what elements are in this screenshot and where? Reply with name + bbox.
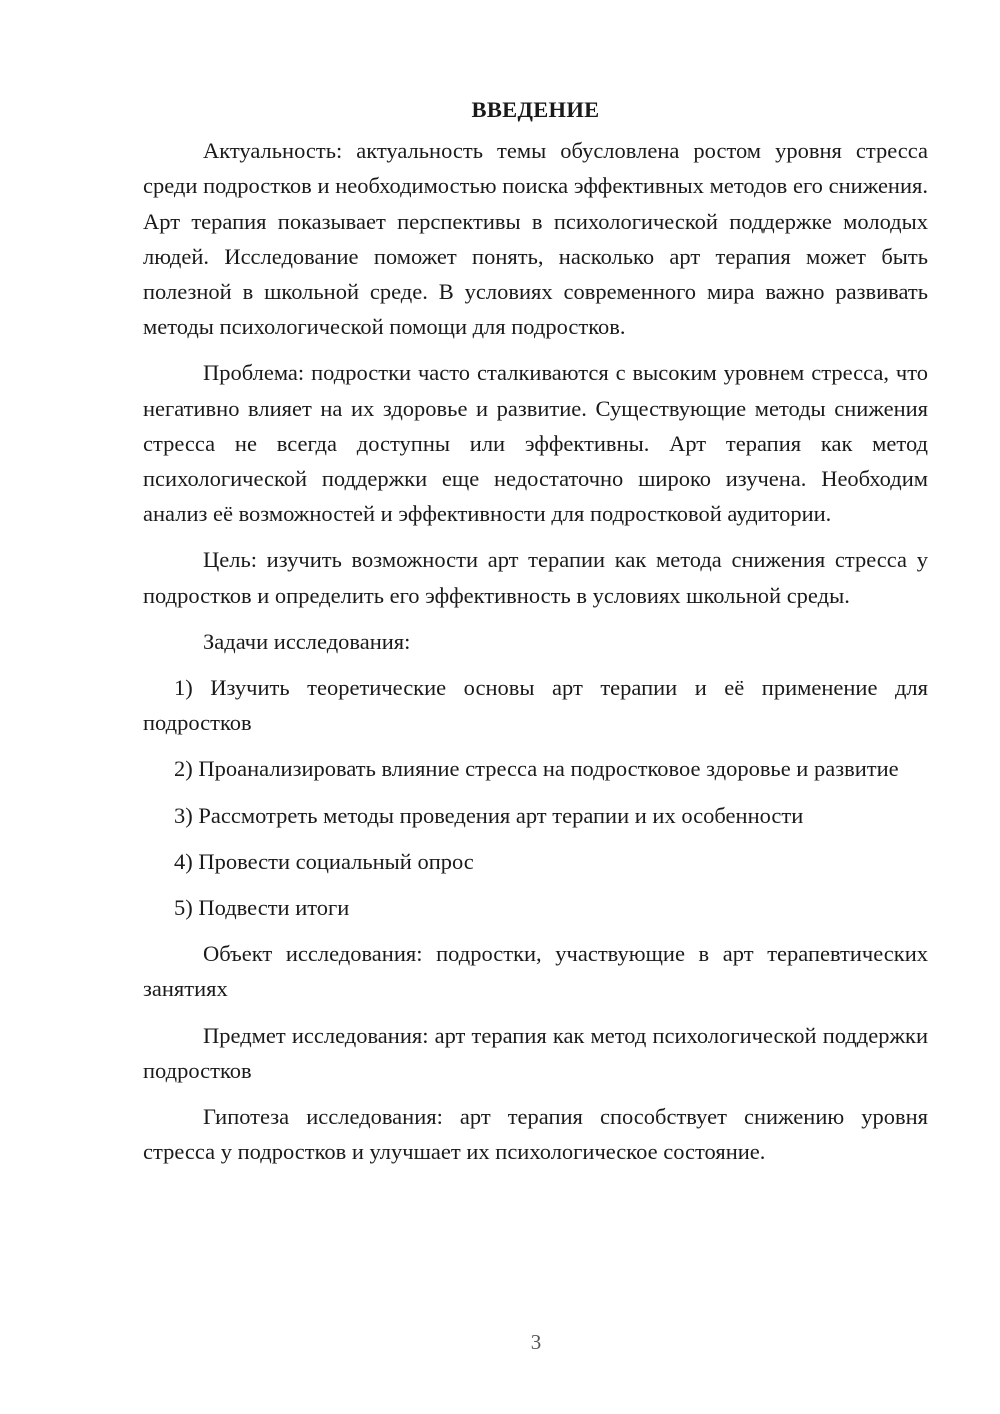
subject-paragraph: Предмет исследования: арт терапия как метод психологической поддержки подростков xyxy=(143,1022,928,1083)
hypothesis-paragraph: Гипотеза исследования: арт терапия способствует снижению уровня стресса у подростков и улучшает их психологическое состояние. xyxy=(143,1104,928,1165)
page-number: 3 xyxy=(530,1330,542,1354)
relevance-paragraph: Актуальность: актуальность темы обусловлена ростом уровня стресса среди подростков и необходимостью поиска эффективных методов его снижения. Арт терапия показывает перспективы в психологической поддержке молодых людей. Исследование поможет понять, насколько арт терапия может быть полезной в школьной среде. В условиях современного мира важно развивать методы психологической помощи для подростков. xyxy=(143,138,928,340)
task-item-3: 3) Рассмотреть методы проведения арт терапии и их особенности xyxy=(174,802,804,828)
problem-paragraph: Проблема: подростки часто сталкиваются с высоким уровнем стресса, что негативно влияет на их здоровье и развитие. Существующие методы снижения стресса не всегда доступны или эффективны. Арт терапия как метод психологической поддержки еще недостаточно широко изучена. Необходим анализ её возможностей и эффективности для подростковой аудитории. xyxy=(143,360,928,527)
object-paragraph: Объект исследования: подростки, участвующие в арт терапевтических занятиях xyxy=(143,941,928,1002)
task-item-5: 5) Подвести итоги xyxy=(174,895,350,921)
page-content xyxy=(143,92,928,1180)
task-item-4: 4) Провести социальный опрос xyxy=(174,848,474,874)
section-title: ВВЕДЕНИЕ xyxy=(471,97,600,122)
tasks-heading: Задачи исследования: xyxy=(203,628,411,654)
goal-paragraph: Цель: изучить возможности арт терапии как метода снижения стресса у подростков и определить его эффективность в условиях школьной среды. xyxy=(143,547,928,608)
task-item-2: 2) Проанализировать влияние стресса на подростковое здоровье и развитие xyxy=(174,756,899,782)
task-item-1: 1) Изучить теоретические основы арт терапии и её применение для подростков xyxy=(143,675,928,736)
